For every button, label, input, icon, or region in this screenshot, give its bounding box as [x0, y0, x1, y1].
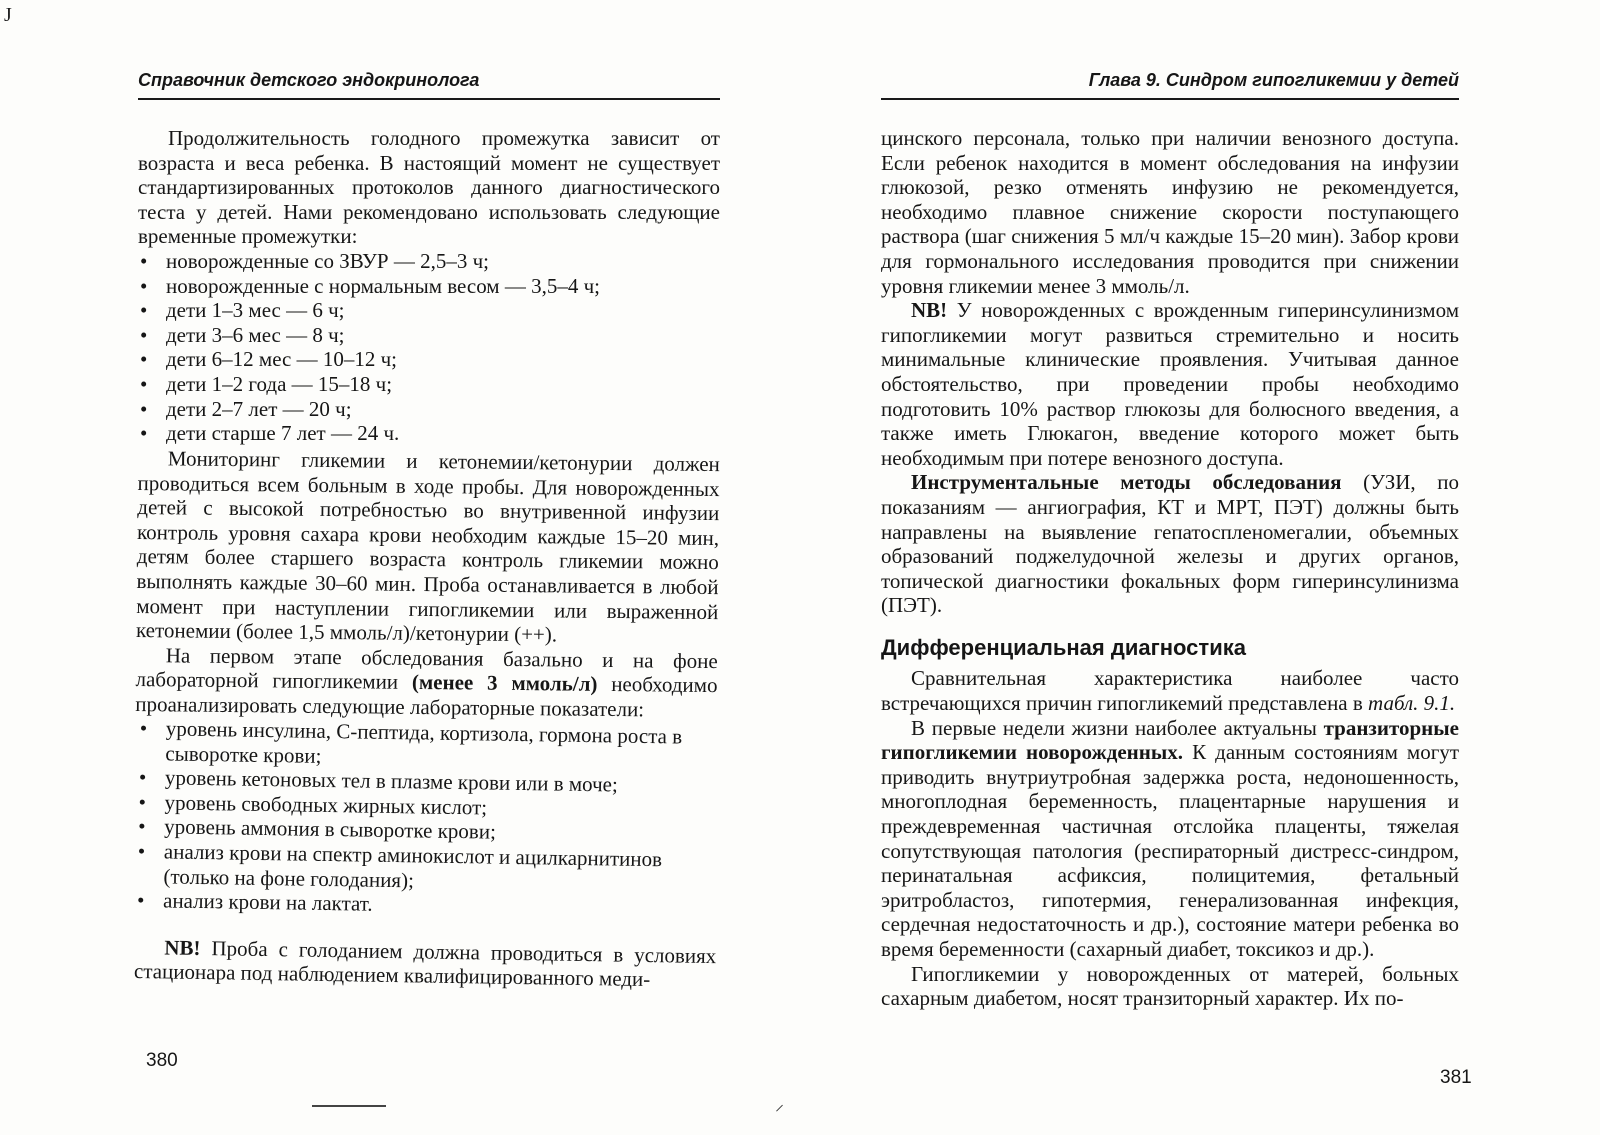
bullet-icon: • — [138, 790, 147, 815]
list-item: • дети 6–12 мес — 10–12 ч; — [140, 347, 398, 372]
right-page — [800, 0, 1600, 1135]
scan-corner-mark: J — [4, 4, 12, 26]
monitoring-paragraph: Мониторинг гликемии и кетонемии/кетонурии должен проводиться всем больным в ходе пробы. Для новорожденных детей с высокой потребностью во внутривенной инфузии контроль уровня сахара крови необходим каждые 15–20 мин, детям более старшего возраста контроль гликемии можно выполнять каждые 30–60 мин. Проба останавливается в любой момент при наступлении гипогликемии или выраженной кетонемии (более 1,5 ммоль/л)/кетонурии (++). — [135, 446, 720, 647]
list-item: • уровень аммония в сыворотке крови; — [138, 814, 497, 845]
page-number-left: 380 — [146, 1050, 178, 1071]
bullet-icon: • — [140, 248, 148, 273]
first-stage-paragraph: На первом этапе обследования базально и на фоне лабораторной гипогликемии (менее 3 ммоль/л) необходимо проанализировать следующие лабораторные показатели: — [135, 642, 718, 721]
continuation-paragraph: цинского персонала, только при наличии венозного доступа. Если ребенок находится в момент обследования на инфузии глюкозой, резко отменять инфузию не рекомендуется, необходимо плавное снижение скорости поступающего раствора (шаг снижения 5 мл/ч каждые 15–20 мин). Забор крови для гормонального исследования проводится при снижении уровня гликемии менее 3 ммоль/л. — [881, 126, 1459, 298]
running-head-left: Справочник детского эндокринолога — [138, 70, 720, 100]
bullet-icon: • — [140, 421, 148, 446]
list-item: • уровень инсулина, С-пептида, кортизола, гормона роста в сыворотке крови; — [139, 716, 683, 768]
bullet-icon: • — [140, 298, 148, 323]
nb-paragraph-right: NB! У новорожденных с врожденным гиперинсулинизмом гипогликемии могут развиться стремительно и носить минимальные клинические проявления. Учитывая данное обстоятельство, при проведении пробы необходимо подготовить 10% раствор глюкозы для болюсного введения, а также иметь Глюкагон, введение которого может быть необходимым при потере венозного доступа. — [881, 298, 1459, 470]
intro-paragraph: Продолжительность голодного промежутка зависит от возраста и веса ребенка. В настоящий момент не существует стандартизированных протоколов данного диагностического теста у детей. Нами рекомендовано использовать следующие временные промежутки: — [138, 126, 720, 249]
transient-bold: транзиторные гипогликемии новорожденных. — [881, 715, 1459, 765]
list-item: • анализ крови на лактат. — [136, 888, 373, 917]
section-heading: Дифференциальная диагностика — [881, 634, 1246, 660]
bullet-icon: • — [136, 888, 145, 913]
nb-paragraph-left: NB! Проба с голоданием должна проводиться в условиях стационара под наблюдением квалифицированного меди- — [133, 935, 717, 992]
page-number-right: 381 — [1440, 1067, 1472, 1088]
list-item: • новорожденные со ЗВУР — 2,5–3 ч; — [140, 248, 489, 273]
nb-label: NB! — [164, 935, 201, 961]
list-item: • дети 2–7 лет — 20 ч; — [140, 396, 352, 421]
bullet-icon: • — [140, 396, 148, 421]
list-item: • новорожденные с нормальным весом — 3,5–4 ч; — [140, 273, 600, 298]
bullet-icon: • — [140, 371, 148, 396]
bullet-icon: • — [140, 322, 148, 347]
list-item: • дети 1–2 года — 15–18 ч; — [140, 371, 393, 396]
left-page-body — [133, 126, 720, 992]
bullet-icon: • — [140, 273, 148, 298]
right-page-body — [881, 126, 1459, 1011]
skewed-block-2 — [134, 716, 720, 993]
list-item: • дети старше 7 лет — 24 ч. — [140, 421, 400, 446]
instrumental-bold: Инструментальные методы обследования — [911, 470, 1342, 495]
scan-line-mark — [312, 1105, 386, 1107]
table-reference: табл. 9.1. — [1368, 691, 1456, 716]
instrumental-paragraph: Инструментальные методы обследования (УЗИ, по показаниям — ангиография, КТ и МРТ, ПЭТ) должны быть направлены на выявление гепатоспленомегалии, объемных образований поджелудочной железы и других органов, топической диагностики фокальных форм гиперинсулинизма (ПЭТ). — [881, 470, 1459, 618]
bullet-icon: • — [138, 814, 146, 839]
differential-paragraph: Сравнительная характеристика наиболее часто встречающихся причин гипогликемий представлена в табл. 9.1. — [881, 666, 1459, 716]
list-item: • уровень свободных жирных кислот; — [138, 790, 488, 820]
bullet-icon: • — [137, 839, 146, 864]
skewed-block-1 — [135, 446, 720, 723]
list-item: • уровень кетоновых тел в плазме крови или в моче; — [138, 765, 618, 797]
list-item: • анализ крови на спектр аминокислот и ацилкарнитинов (только на фоне голодания); — [137, 839, 663, 893]
running-head-right: Глава 9. Синдром гипогликемии у детей — [881, 70, 1459, 100]
lab-tests-list — [135, 716, 720, 922]
diabetic-mothers-paragraph: Гипогликемии у новорожденных от матерей, больных сахарным диабетом, носят транзиторный характер. Их по- — [881, 961, 1459, 1011]
bullet-icon: • — [138, 765, 147, 790]
transient-paragraph: В первые недели жизни наиболее актуальны транзиторные гипогликемии новорожденных. К данным состояниям могут приводить внутриутробная задержка роста, недоношенность, многоплодная беременность, плацентарные нарушения и преждевременная частичная отслойка плаценты, тяжелая сопутствующая патология (респираторный дистресс-синдром, перинатальная асфиксия, полицитемия, фетальный эритробластоз, гипотермия, генерализованная инфекция, сердечная недостаточность и др.), состояние матери ребенка во время беременности (сахарный диабет, токсикоз и др.). — [881, 715, 1460, 961]
list-item: • дети 1–3 мес — 6 ч; — [140, 298, 345, 323]
bullet-icon: • — [139, 716, 148, 741]
gutter-scan-mark: ⸝ — [775, 1094, 784, 1115]
nb-label: NB! — [911, 298, 948, 323]
list-item: • дети 3–6 мес — 8 ч; — [140, 322, 345, 347]
bullet-icon: • — [140, 347, 148, 372]
fasting-intervals-list — [138, 249, 720, 446]
threshold-bold: (менее 3 ммоль/л) — [411, 669, 598, 696]
